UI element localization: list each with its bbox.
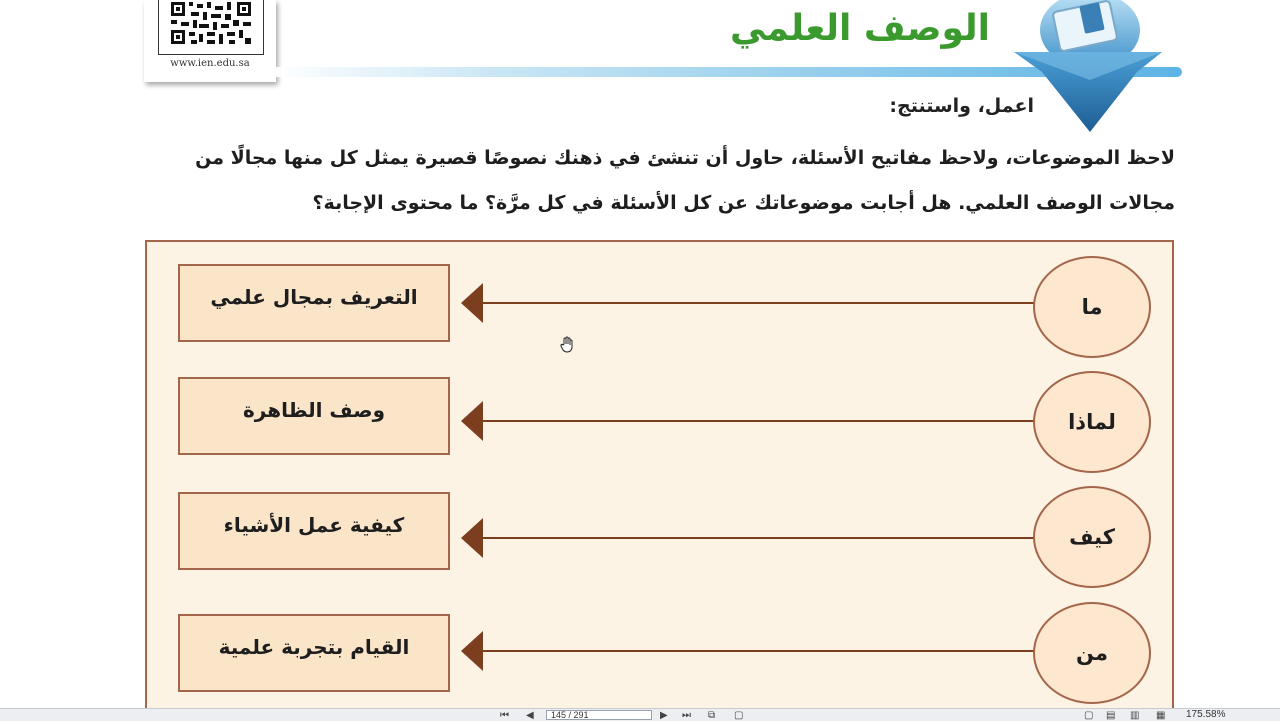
last-page-icon[interactable]: ⏭ xyxy=(682,709,691,721)
answer-box: كيفية عمل الأشياء xyxy=(178,492,450,570)
answer-box: القيام بتجربة علمية xyxy=(178,614,450,692)
hand-cursor-icon xyxy=(559,336,575,354)
continuous-view-icon[interactable]: ▤ xyxy=(1106,709,1116,721)
diagram-row xyxy=(147,371,1172,471)
qr-code xyxy=(158,0,264,55)
instructions-subheading: اعمل، واستنتج: xyxy=(889,95,1034,117)
page-icon[interactable]: ▢ xyxy=(734,709,744,721)
diagram-row xyxy=(147,486,1172,586)
next-page-icon[interactable]: ▶ xyxy=(660,709,668,721)
answer-box: وصف الظاهرة xyxy=(178,377,450,455)
website-url: www.ien.edu.sa xyxy=(170,58,250,69)
qr-code-icon xyxy=(169,0,253,48)
first-page-icon[interactable]: ⏮ xyxy=(500,709,509,721)
question-circle: لماذا xyxy=(1033,371,1151,473)
question-circle: من xyxy=(1033,602,1151,704)
page-title: الوصف العلمي xyxy=(729,8,990,49)
arrow-line xyxy=(474,302,1034,304)
page-number-input[interactable]: 145 / 291 xyxy=(546,710,652,720)
diagram-row xyxy=(147,256,1172,356)
qr-card xyxy=(144,0,276,82)
arrow-line xyxy=(474,537,1034,539)
grid-view-icon[interactable]: ▦ xyxy=(1156,709,1166,721)
answer-box: التعريف بمجال علمي xyxy=(178,264,450,342)
zoom-level[interactable]: 175.58% xyxy=(1186,709,1226,720)
facing-view-icon[interactable]: ▥ xyxy=(1130,709,1140,721)
question-circle: ما xyxy=(1033,256,1151,358)
arrow-line xyxy=(474,420,1034,422)
arrow-line xyxy=(474,650,1034,652)
lesson-badge-icon xyxy=(1012,0,1162,135)
question-circle: كيف xyxy=(1033,486,1151,588)
question-answer-diagram xyxy=(145,240,1174,720)
single-page-view-icon[interactable]: ▢ xyxy=(1084,709,1094,721)
instructions-paragraph: لاحظ الموضوعات، ولاحظ مفاتيح الأسئلة، حاول أن تنشئ في ذهنك نصوصًا قصيرة يمثل كل منها مجالًا من مجالات الوصف العلمي. هل أجابت موضوعاتك عن كل الأسئلة في كل مرَّة؟ ما محتوى الإجابة؟ xyxy=(195,147,1175,214)
copy-icon[interactable]: ⧉ xyxy=(708,709,716,721)
pdf-viewer-toolbar xyxy=(0,708,1280,721)
previous-page-icon[interactable]: ◀ xyxy=(526,709,534,721)
diagram-row xyxy=(147,602,1172,702)
